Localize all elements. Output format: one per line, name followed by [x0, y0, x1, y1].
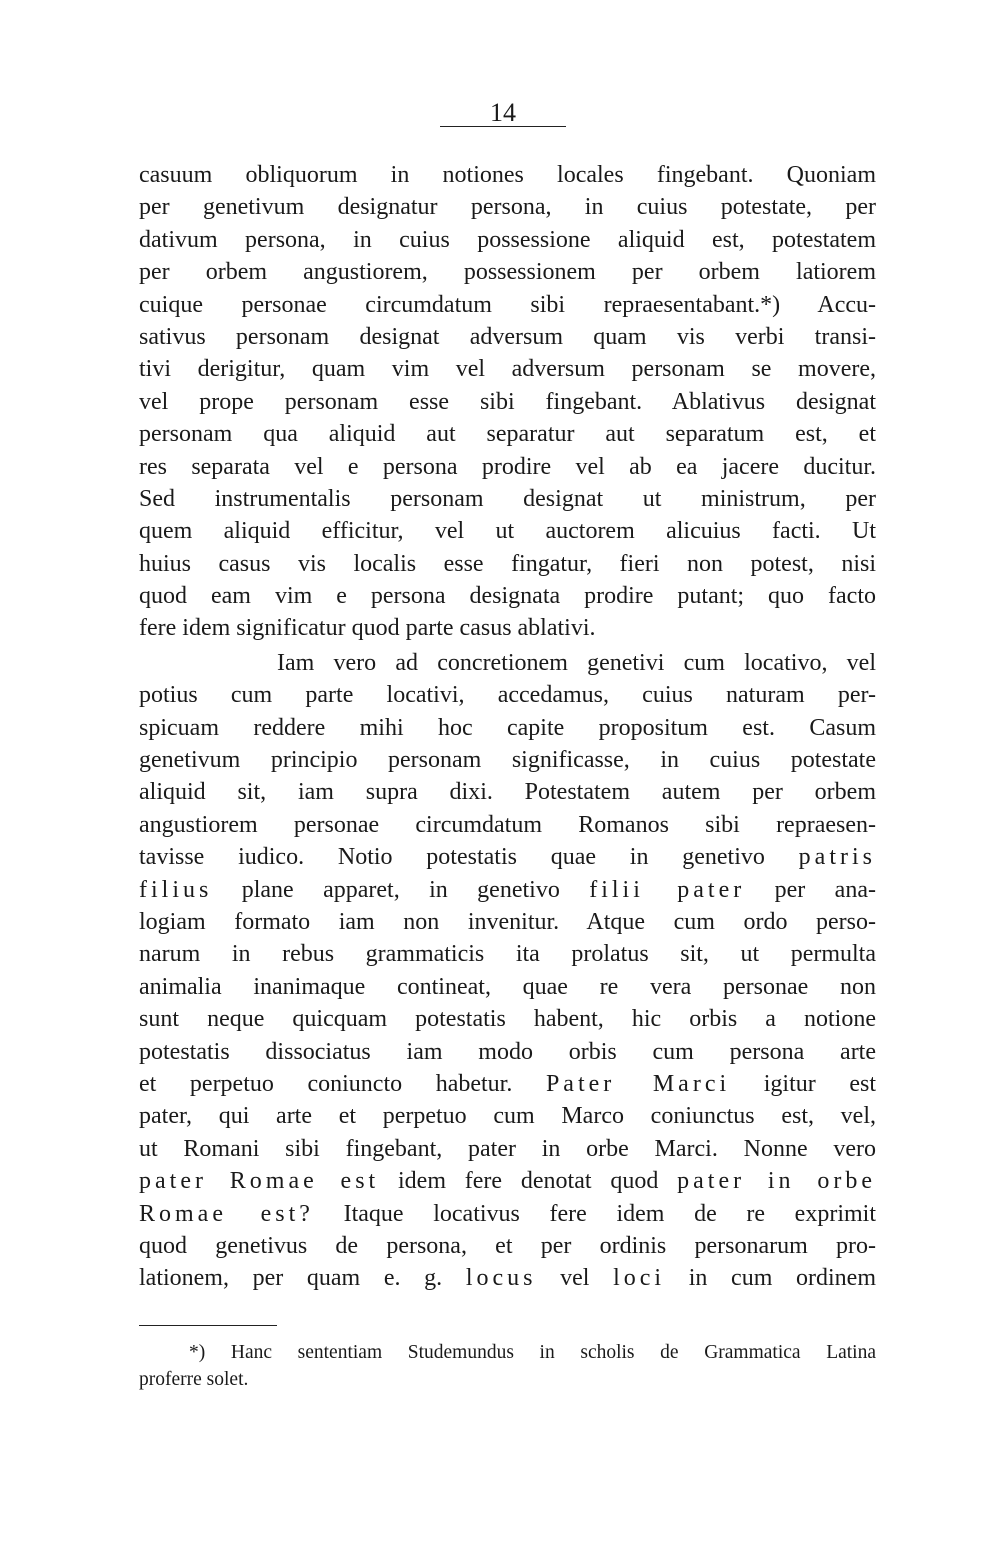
body-text	[139, 159, 876, 1295]
line-segment: per ana-	[745, 876, 876, 903]
text-line: per genetivum designatur persona, in cuius potestate, per	[139, 194, 876, 221]
text-line: sativus personam designat adversum quam vis verbi transi-	[139, 323, 876, 350]
text-line: angustiorem personae circumdatum Romanos sibi repraesen-	[139, 811, 876, 838]
text-line: pater, qui arte et perpetuo cum Marco coniunctus est, vel,	[139, 1103, 876, 1130]
text-line: ut Romani sibi fingebant, pater in orbe Marci. Nonne vero	[139, 1135, 876, 1162]
text-line: tivi derigitur, quam vim vel adversum personam se movere,	[139, 356, 876, 383]
page-number: 14	[490, 98, 516, 127]
spaced-example: filii pater	[589, 876, 746, 903]
line-segment: vel	[536, 1265, 614, 1292]
spaced-example: filius	[139, 876, 213, 903]
text-line	[139, 1068, 876, 1100]
text-line	[139, 841, 876, 873]
text-line	[139, 874, 876, 906]
paragraph-2	[139, 647, 876, 1295]
page-number-rule	[440, 126, 566, 127]
text-line: quem aliquid efficitur, vel ut auctorem alicuius facti. Ut	[139, 518, 876, 545]
spaced-example: pater in orbe	[677, 1168, 876, 1195]
line-segment: lationem, per quam e. g.	[139, 1265, 466, 1292]
line-segment: tavisse iudico. Notio potestatis quae in genetivo	[139, 844, 799, 871]
text-line: spicuam reddere mihi hoc capite propositum est. Casum	[139, 714, 876, 741]
line-segment: idem fere denotat quod	[379, 1168, 678, 1195]
footnote-line: *) Hanc sententiam Studemundus in scholis de Grammatica Latina	[189, 1342, 876, 1363]
text-line: logiam formato iam non invenitur. Atque cum ordo perso-	[139, 908, 876, 935]
spaced-example: pater Romae est	[139, 1168, 380, 1195]
text-line	[139, 1198, 876, 1230]
text-line: personam qua aliquid aut separatur aut separatum est, et	[139, 421, 876, 448]
text-line: cuique personae circumdatum sibi repraesentabant.*) Accu-	[139, 291, 876, 318]
line-segment: Itaque locativus fere idem de re exprimit	[313, 1200, 876, 1227]
text-line: quod genetivus de persona, et per ordinis personarum pro-	[139, 1232, 876, 1259]
text-line: potius cum parte locativi, accedamus, cuius naturam per-	[139, 682, 876, 709]
line-segment: in cum ordinem	[665, 1265, 876, 1292]
text-line: Sed instrumentalis personam designat ut ministrum, per	[139, 485, 876, 512]
text-line: res separata vel e persona prodire vel ab ea jacere ducitur.	[139, 453, 876, 480]
text-line: potestatis dissociatus iam modo orbis cum persona arte	[139, 1038, 876, 1065]
spaced-example: locus	[465, 1265, 537, 1292]
spaced-example: Romae est?	[139, 1200, 314, 1227]
text-line: per orbem angustiorem, possessionem per orbem latiorem	[139, 259, 876, 286]
text-line: genetivum principio personam significasse, in cuius potestate	[139, 747, 876, 774]
text-line: huius casus vis localis esse fingatur, fieri non potest, nisi	[139, 550, 876, 577]
text-line	[139, 1262, 876, 1294]
spaced-example: Pater Marci	[545, 1070, 731, 1097]
footnote-rule	[139, 1325, 277, 1326]
text-line: casuum obliquorum in notiones locales fingebant. Quoniam	[139, 162, 876, 188]
line-segment: et perpetuo coniuncto habetur.	[139, 1070, 546, 1097]
text-line	[139, 1165, 876, 1197]
footnote	[139, 1339, 876, 1393]
text-line: dativum persona, in cuius possessione aliquid est, potestatem	[139, 226, 876, 253]
text-line: vel prope personam esse sibi fingebant. Ablativus designat	[139, 388, 876, 415]
spaced-example: loci	[613, 1265, 666, 1292]
text-line: narum in rebus grammaticis ita prolatus sit, ut permulta	[139, 941, 876, 968]
footnote-line: proferre solet.	[139, 1369, 249, 1390]
text-line: aliquid sit, iam supra dixi. Potestatem autem per orbem	[139, 779, 876, 806]
line-segment: plane apparet, in genetivo	[212, 876, 590, 903]
text-line: fere idem significatur quod parte casus ablativi.	[139, 615, 596, 642]
line-segment: igitur est	[730, 1070, 876, 1097]
text-line: Iam vero ad concretionem genetivi cum locativo, vel	[277, 649, 876, 676]
paragraph-1	[139, 159, 876, 645]
text-line: animalia inanimaque contineat, quae re vera personae non	[139, 973, 876, 1000]
text-line: quod eam vim e persona designata prodire putant; quo facto	[139, 583, 876, 610]
spaced-example: patris	[798, 844, 876, 871]
text-line: sunt neque quicquam potestatis habent, hic orbis a notione	[139, 1006, 876, 1033]
